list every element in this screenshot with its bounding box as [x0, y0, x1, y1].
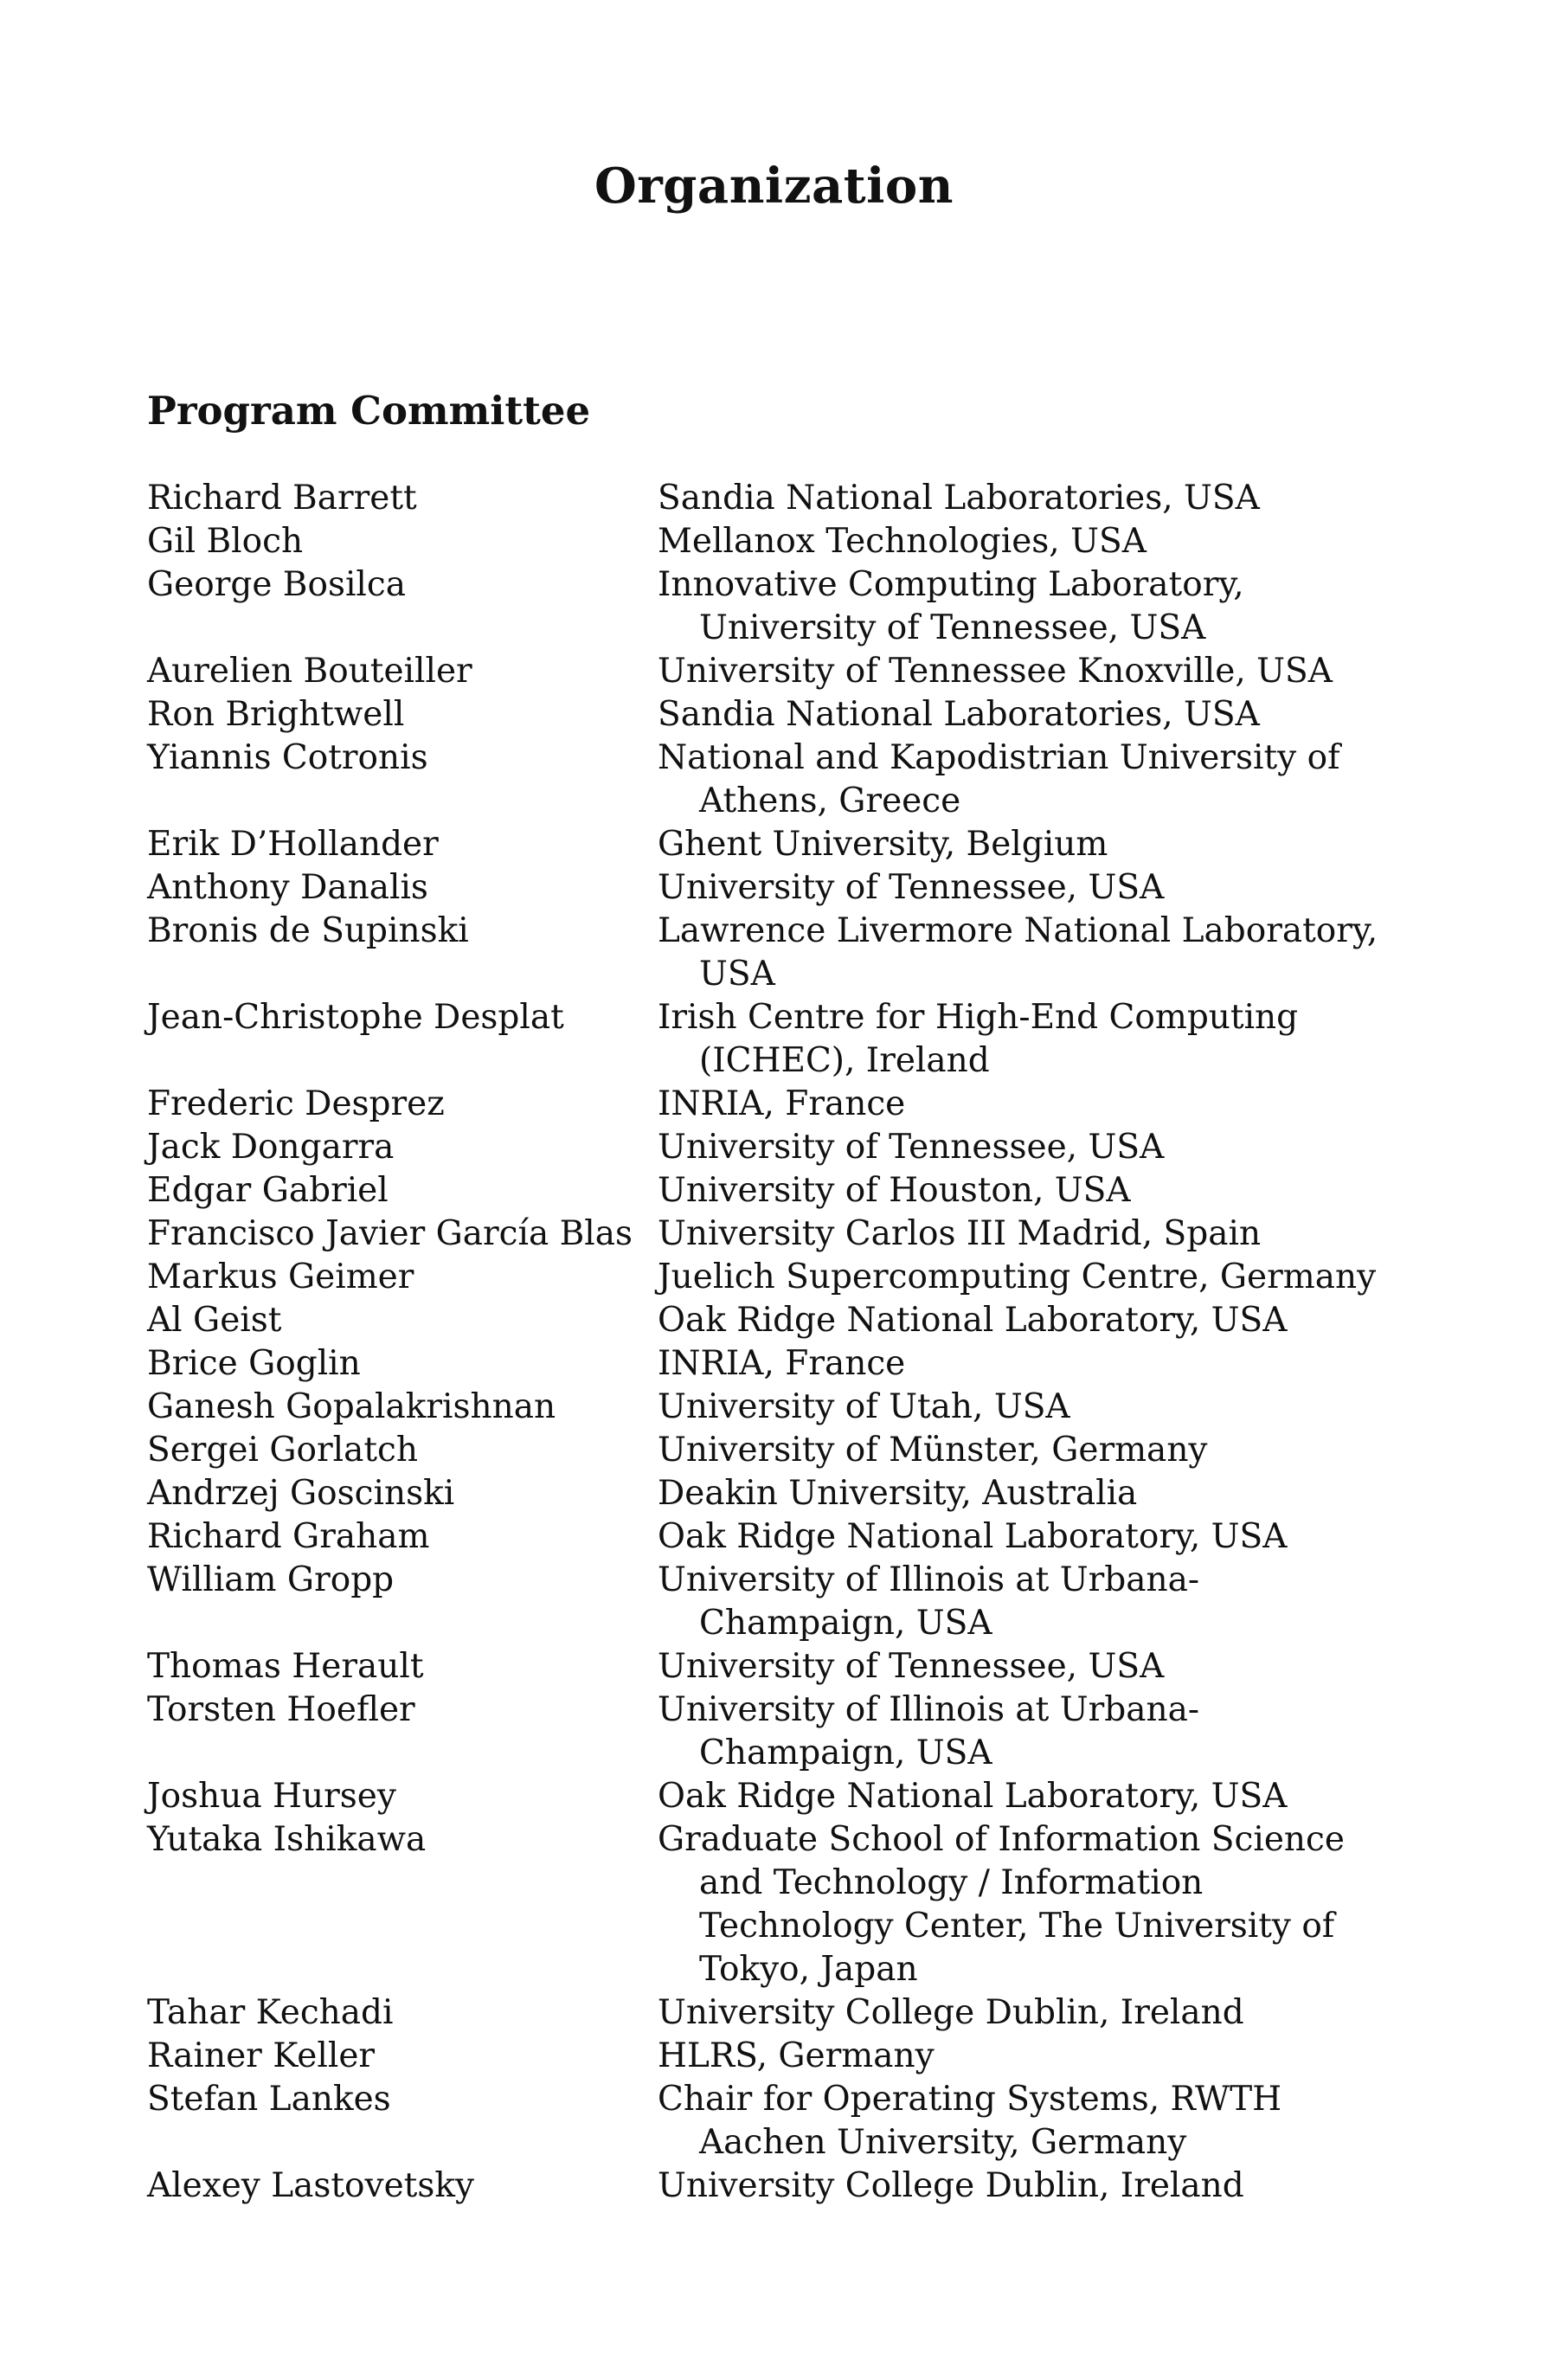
member-name: Brice Goglin	[147, 1344, 361, 1383]
committee-member-row	[147, 1515, 1402, 1559]
committee-member-row	[147, 2078, 1402, 2165]
member-name: Andrzej Goscinski	[147, 1474, 455, 1513]
member-name: Markus Geimer	[147, 1258, 414, 1296]
member-name: Frederic Desprez	[147, 1084, 445, 1123]
member-name: Ron Brightwell	[147, 695, 405, 734]
member-name: Stefan Lankes	[147, 2080, 391, 2119]
member-name: Torsten Hoefler	[147, 1690, 415, 1729]
committee-member-row	[147, 1689, 1402, 1775]
member-name: Bronis de Supinski	[147, 911, 469, 950]
member-affiliation: Ghent University, Belgium	[658, 825, 1108, 864]
member-name: Tahar Kechadi	[147, 1993, 394, 2032]
member-affiliation: Irish Centre for High-End Computing (ICHEC), Ireland	[658, 998, 1299, 1080]
committee-member-row	[147, 1169, 1402, 1213]
member-name: Yutaka Ishikawa	[147, 1820, 427, 1859]
committee-member-row	[147, 1213, 1402, 1256]
page-title: Organization	[594, 158, 954, 215]
committee-member-row	[147, 2165, 1402, 2208]
member-affiliation: Deakin University, Australia	[658, 1474, 1138, 1513]
committee-member-row	[147, 1991, 1402, 2035]
member-affiliation: Innovative Computing Laboratory, University of Tennessee, USA	[658, 565, 1244, 647]
member-affiliation: University of Utah, USA	[658, 1387, 1070, 1426]
committee-member-row	[147, 693, 1402, 737]
committee-member-row	[147, 477, 1402, 520]
member-name: Edgar Gabriel	[147, 1171, 389, 1210]
committee-member-row	[147, 1083, 1402, 1126]
committee-member-row	[147, 1386, 1402, 1429]
member-affiliation: Oak Ridge National Laboratory, USA	[658, 1517, 1288, 1556]
member-affiliation: University of Tennessee, USA	[658, 1128, 1165, 1167]
committee-member-row	[147, 737, 1402, 823]
committee-member-row	[147, 1299, 1402, 1342]
member-affiliation: University of Illinois at Urbana-Champaign, USA	[658, 1560, 1200, 1643]
committee-member-row	[147, 1342, 1402, 1386]
member-name: Erik D’Hollander	[147, 825, 439, 864]
member-name: William Gropp	[147, 1560, 395, 1599]
member-affiliation: INRIA, France	[658, 1344, 906, 1383]
member-affiliation: University of Houston, USA	[658, 1171, 1131, 1210]
committee-member-row	[147, 1818, 1402, 1991]
member-name: Gil Bloch	[147, 522, 304, 561]
member-name: Francisco Javier García Blas	[147, 1214, 633, 1253]
member-affiliation: HLRS, Germany	[658, 2036, 935, 2075]
member-name: Anthony Danalis	[147, 868, 428, 907]
member-affiliation: University of Illinois at Urbana-Champaign, USA	[658, 1690, 1200, 1772]
member-name: Ganesh Gopalakrishnan	[147, 1387, 556, 1426]
member-affiliation: University Carlos III Madrid, Spain	[658, 1214, 1262, 1253]
member-affiliation: Juelich Supercomputing Centre, Germany	[658, 1258, 1377, 1296]
member-name: Yiannis Cotronis	[147, 738, 428, 777]
member-name: Al Geist	[147, 1301, 282, 1340]
member-name: Richard Graham	[147, 1517, 430, 1556]
member-name: Thomas Herault	[147, 1647, 424, 1686]
member-affiliation: Graduate School of Information Science and Technology / Information Technology Center, The University of Tokyo, Japan	[658, 1820, 1345, 1989]
section-heading-program-committee: Program Committee	[147, 388, 591, 434]
member-affiliation: Oak Ridge National Laboratory, USA	[658, 1301, 1288, 1340]
member-name: George Bosilca	[147, 565, 406, 604]
committee-member-row	[147, 823, 1402, 866]
committee-member-row	[147, 1775, 1402, 1818]
member-affiliation: Sandia National Laboratories, USA	[658, 695, 1260, 734]
committee-member-row	[147, 650, 1402, 693]
committee-member-row	[147, 563, 1402, 650]
committee-member-row	[147, 996, 1402, 1083]
committee-member-row	[147, 520, 1402, 563]
member-affiliation: University of Tennessee, USA	[658, 1647, 1165, 1686]
committee-member-row	[147, 1256, 1402, 1299]
member-name: Alexey Lastovetsky	[147, 2166, 475, 2205]
program-committee-list	[147, 477, 1402, 2208]
committee-member-row	[147, 1126, 1402, 1169]
committee-member-row	[147, 866, 1402, 910]
member-name: Sergei Gorlatch	[147, 1431, 418, 1470]
member-name: Richard Barrett	[147, 479, 417, 518]
member-name: Jean-Christophe Desplat	[147, 998, 564, 1037]
committee-member-row	[147, 910, 1402, 996]
member-affiliation: University of Tennessee, USA	[658, 868, 1165, 907]
member-affiliation: Sandia National Laboratories, USA	[658, 479, 1260, 518]
member-name: Rainer Keller	[147, 2036, 376, 2075]
committee-member-row	[147, 1559, 1402, 1645]
member-name: Joshua Hursey	[147, 1777, 396, 1816]
member-affiliation: University of Tennessee Knoxville, USA	[658, 652, 1333, 691]
member-name: Jack Dongarra	[147, 1128, 395, 1167]
committee-member-row	[147, 1645, 1402, 1689]
member-affiliation: National and Kapodistrian University of Athens, Greece	[658, 738, 1340, 820]
member-affiliation: Mellanox Technologies, USA	[658, 522, 1147, 561]
member-affiliation: University College Dublin, Ireland	[658, 2166, 1244, 2205]
committee-member-row	[147, 1472, 1402, 1515]
member-affiliation: Oak Ridge National Laboratory, USA	[658, 1777, 1288, 1816]
committee-member-row	[147, 1429, 1402, 1472]
member-affiliation: University of Münster, Germany	[658, 1431, 1208, 1470]
committee-member-row	[147, 2035, 1402, 2078]
member-name: Aurelien Bouteiller	[147, 652, 472, 691]
member-affiliation: INRIA, France	[658, 1084, 906, 1123]
member-affiliation: Chair for Operating Systems, RWTH Aachen University, Germany	[658, 2080, 1282, 2162]
member-affiliation: Lawrence Livermore National Laboratory, USA	[658, 911, 1378, 994]
member-affiliation: University College Dublin, Ireland	[658, 1993, 1244, 2032]
